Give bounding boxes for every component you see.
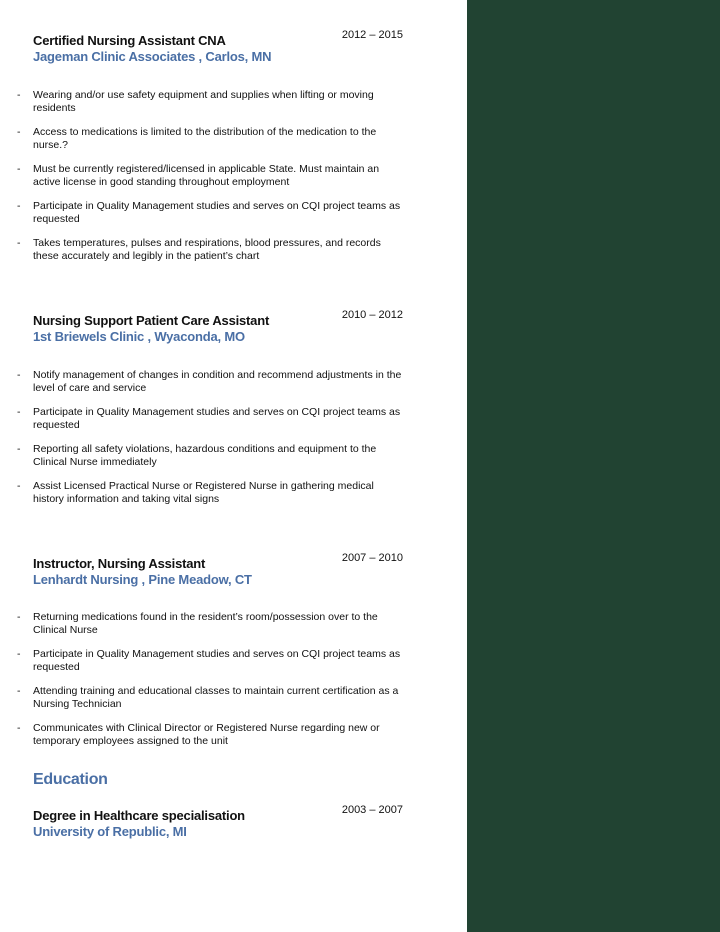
job-bullet-list xyxy=(17,89,403,274)
job-bullet-text: Notify management of changes in condition and recommend adjustments in the level of care and service xyxy=(33,369,402,394)
job-dates: 2012 – 2015 xyxy=(341,29,403,41)
bullet-dash: - xyxy=(17,369,21,381)
job-bullet xyxy=(17,200,403,226)
bullet-dash: - xyxy=(17,443,21,455)
resume-sidebar xyxy=(467,0,720,932)
job-bullet-text: Takes temperatures, pulses and respirations, blood pressures, and records these accurately and legibly in the patient’s chart xyxy=(33,237,381,262)
job-bullet-text: Participate in Quality Management studies and serves on CQI project teams as requested xyxy=(33,200,401,225)
job-bullet-text: Participate in Quality Management studies and serves on CQI project teams as requested xyxy=(33,406,401,431)
job-bullet xyxy=(17,443,403,469)
job-title: Nursing Support Patient Care Assistant xyxy=(33,313,270,328)
job-dates: 2010 – 2012 xyxy=(341,309,403,321)
education-heading: Education xyxy=(33,771,108,788)
job-bullet xyxy=(17,237,403,263)
bullet-dash: - xyxy=(17,648,21,660)
job-bullet-text: Wearing and/or use safety equipment and supplies when lifting or moving residents xyxy=(33,89,374,114)
job-bullet xyxy=(17,406,403,432)
job-bullet-text: Returning medications found in the resident’s room/possession over to the Clinical Nurse xyxy=(33,611,378,636)
job-bullet xyxy=(17,480,403,506)
job-company: Lenhardt Nursing , Pine Meadow, CT xyxy=(33,572,252,587)
job-bullet xyxy=(17,685,403,711)
job-company: Jageman Clinic Associates , Carlos, MN xyxy=(33,49,272,64)
bullet-dash: - xyxy=(17,611,21,623)
job-title: Certified Nursing Assistant CNA xyxy=(33,33,226,48)
education-school: University of Republic, MI xyxy=(33,824,187,839)
bullet-dash: - xyxy=(17,480,21,492)
bullet-dash: - xyxy=(17,685,21,697)
bullet-dash: - xyxy=(17,126,21,138)
job-bullet xyxy=(17,722,403,748)
job-bullet-text: Communicates with Clinical Director or Registered Nurse regarding new or temporary employees assigned to the unit xyxy=(33,722,380,747)
job-bullet xyxy=(17,611,403,637)
job-bullet xyxy=(17,126,403,152)
education-dates: 2003 – 2007 xyxy=(341,804,403,816)
job-bullet xyxy=(17,89,403,115)
job-bullet-list xyxy=(17,611,403,759)
job-bullet-text: Must be currently registered/licensed in applicable State. Must maintain an active license in good standing throughout employment xyxy=(33,163,380,188)
job-bullet-text: Reporting all safety violations, hazardous conditions and equipment to the Clinical Nurse immediately xyxy=(33,443,377,468)
bullet-dash: - xyxy=(17,200,21,212)
bullet-dash: - xyxy=(17,163,21,175)
job-bullet xyxy=(17,369,403,395)
job-dates: 2007 – 2010 xyxy=(341,552,403,564)
bullet-dash: - xyxy=(17,406,21,418)
education-degree: Degree in Healthcare specialisation xyxy=(33,808,245,823)
job-bullet-text: Access to medications is limited to the distribution of the medication to the nurse.? xyxy=(33,126,377,151)
job-bullet xyxy=(17,648,403,674)
job-bullet-text: Attending training and educational classes to maintain current certification as a Nursing Technician xyxy=(33,685,399,710)
job-bullet-list xyxy=(17,369,403,517)
job-bullet-text: Assist Licensed Practical Nurse or Registered Nurse in gathering medical history information and taking vital signs xyxy=(33,480,374,505)
bullet-dash: - xyxy=(17,89,21,101)
job-company: 1st Briewels Clinic , Wyaconda, MO xyxy=(33,329,245,344)
job-title: Instructor, Nursing Assistant xyxy=(33,556,206,571)
bullet-dash: - xyxy=(17,237,21,249)
job-bullet-text: Participate in Quality Management studies and serves on CQI project teams as requested xyxy=(33,648,401,673)
bullet-dash: - xyxy=(17,722,21,734)
job-bullet xyxy=(17,163,403,189)
